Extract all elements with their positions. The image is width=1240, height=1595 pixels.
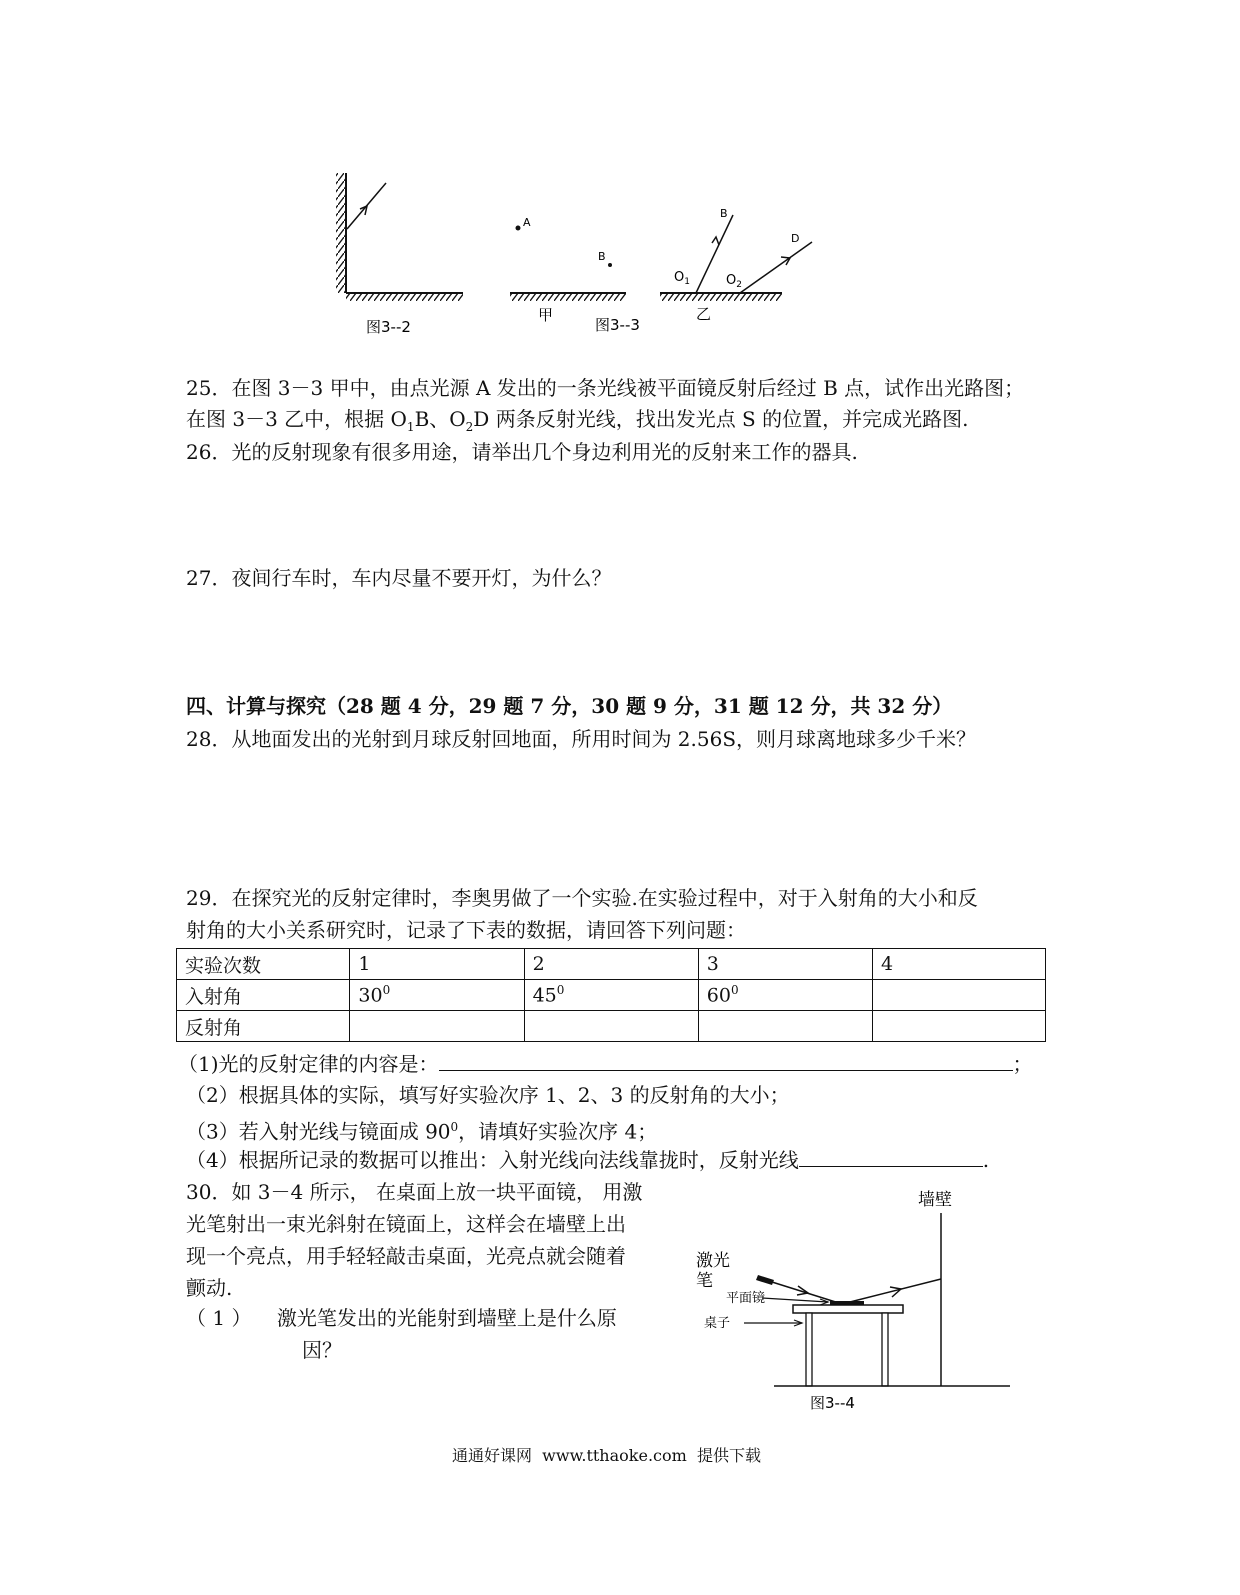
point-d-label: D: [791, 232, 800, 245]
q25-text-b: B、O: [414, 407, 466, 431]
point-b-label: B: [598, 250, 606, 263]
fig-3-4-caption: 图3--4: [810, 1394, 855, 1412]
laser-label-1: 激光: [696, 1251, 730, 1271]
question-30-sub1-cont: 因？: [302, 1338, 342, 1362]
question-30-line4: 颤动.: [186, 1276, 233, 1300]
table-cell: $45^0$: [524, 980, 698, 1011]
answer-blank-1[interactable]: [439, 1048, 1013, 1071]
question-29-sub4: [186, 1144, 989, 1176]
page-footer: 通通好课网 www.tthaoke.com 提供下载: [452, 1446, 761, 1465]
wall-label: 墙壁: [918, 1190, 952, 1210]
laser-pen-icon: [756, 1275, 774, 1285]
table-cell: 反射角: [177, 1011, 350, 1042]
question-29-sub3: （3）若入射光线与镜面成 $90^0$，请填好实验次序 4；: [186, 1119, 658, 1144]
question-30-line3: 现一个亮点，用手轻轻敲击桌面，光亮点就会随着: [186, 1244, 626, 1268]
figure-3-2-3-3: [320, 165, 840, 345]
q29-sub1-text: （1)光的反射定律的内容是：: [178, 1052, 439, 1076]
question-25-line1: 25．在图 3－3 甲中，由点光源 A 发出的一条光线被平面镜反射后经过 B 点，试作出光路图；: [186, 376, 1025, 400]
question-30-line1: 30．如 3－4 所示， 在桌面上放一块平面镜， 用激: [186, 1180, 643, 1204]
table-cell: [350, 1011, 524, 1042]
point-o1-label: $O_1$: [674, 270, 690, 287]
table-cell: 4: [872, 949, 1045, 980]
q25-text-a: 在图 3－3 乙中，根据 O: [186, 407, 407, 431]
question-30-line2: 光笔射出一束光斜射在镜面上，这样会在墙壁上出: [186, 1212, 626, 1236]
table-cell: 入射角: [177, 980, 350, 1011]
q29-sub4-text: （4）根据所记录的数据可以推出：入射光线向法线靠拢时，反射光线: [186, 1148, 799, 1172]
q25-sub1: 1: [406, 420, 415, 434]
section-4-heading: 四、计算与探究（28 题 4 分，29 题 7 分，30 题 9 分，31 题 12 分，共 32 分）: [186, 694, 953, 718]
mirror-label: 平面镜: [726, 1291, 766, 1306]
table-cell: 2: [524, 949, 698, 980]
experiment-table: [176, 948, 1046, 1042]
figure-3-4: [690, 1180, 1030, 1415]
table-cell: 3: [698, 949, 872, 980]
fig-3-3-jia-label: 甲: [538, 306, 554, 324]
question-30-sub1: （ 1 ） 激光笔发出的光能射到墙壁上是什么原: [186, 1306, 617, 1330]
point-a-label: A: [523, 216, 531, 229]
question-28: 28．从地面发出的光射到月球反射回地面，所用时间为 2.56S，则月球离地球多少千米？: [186, 727, 977, 751]
q25-sub2: 2: [465, 420, 474, 434]
question-29-sub2: （2）根据具体的实际，填写好实验次序 1、2、3 的反射角的大小；: [186, 1083, 790, 1107]
horizontal-mirror-3-2: [346, 293, 463, 301]
table-label: 桌子: [704, 1316, 731, 1331]
mirror-3-3-jia: [510, 293, 626, 301]
point-o2-label: $O_2$: [726, 273, 742, 290]
answer-blank-2[interactable]: [799, 1144, 983, 1167]
question-26: 26．光的反射现象有很多用途，请举出几个身边利用光的反射来工作的器具.: [186, 440, 858, 464]
table-cell: $60^0$: [698, 980, 872, 1011]
q29-sub4-end: .: [982, 1148, 990, 1172]
laser-label-2: 笔: [696, 1271, 713, 1291]
vertical-mirror: [336, 173, 346, 293]
table-cell: [524, 1011, 698, 1042]
table-cell: [872, 1011, 1045, 1042]
table-row: [177, 949, 1046, 980]
point-b2-label: B: [720, 207, 728, 220]
mirror-3-3-yi: [660, 293, 782, 301]
fig-3-2-caption: 图3--2: [366, 318, 411, 336]
table-row: [177, 980, 1046, 1011]
table-row: [177, 1011, 1046, 1042]
reflected-ray-o2d: [740, 242, 812, 293]
question-29-line1: 29．在探究光的反射定律时，李奥男做了一个实验.在实验过程中，对于入射角的大小和反: [186, 886, 978, 910]
table-cell: 1: [350, 949, 524, 980]
q25-text-c: D 两条反射光线，找出发光点 S 的位置，并完成光路图.: [473, 407, 969, 431]
table-cell: [698, 1011, 872, 1042]
table-drawing: [793, 1305, 903, 1386]
point-b-dot: [608, 263, 612, 267]
incident-ray-3-2: [347, 183, 386, 229]
table-cell: [872, 980, 1045, 1011]
q29-sub1-end: ；: [1012, 1052, 1033, 1076]
table-cell: $30^0$: [350, 980, 524, 1011]
fig-3-3-caption: 图3--3: [595, 316, 640, 334]
question-29-sub1: [178, 1048, 1033, 1080]
question-27: 27．夜间行车时，车内尽量不要开灯，为什么？: [186, 566, 612, 590]
fig-3-3-yi-label: 乙: [696, 305, 712, 323]
reflected-ray: [842, 1279, 941, 1304]
table-cell: 实验次数: [177, 949, 350, 980]
point-a-dot: [516, 226, 521, 231]
question-29-line2: 射角的大小关系研究时，记录了下表的数据，请回答下列问题：: [186, 918, 746, 942]
